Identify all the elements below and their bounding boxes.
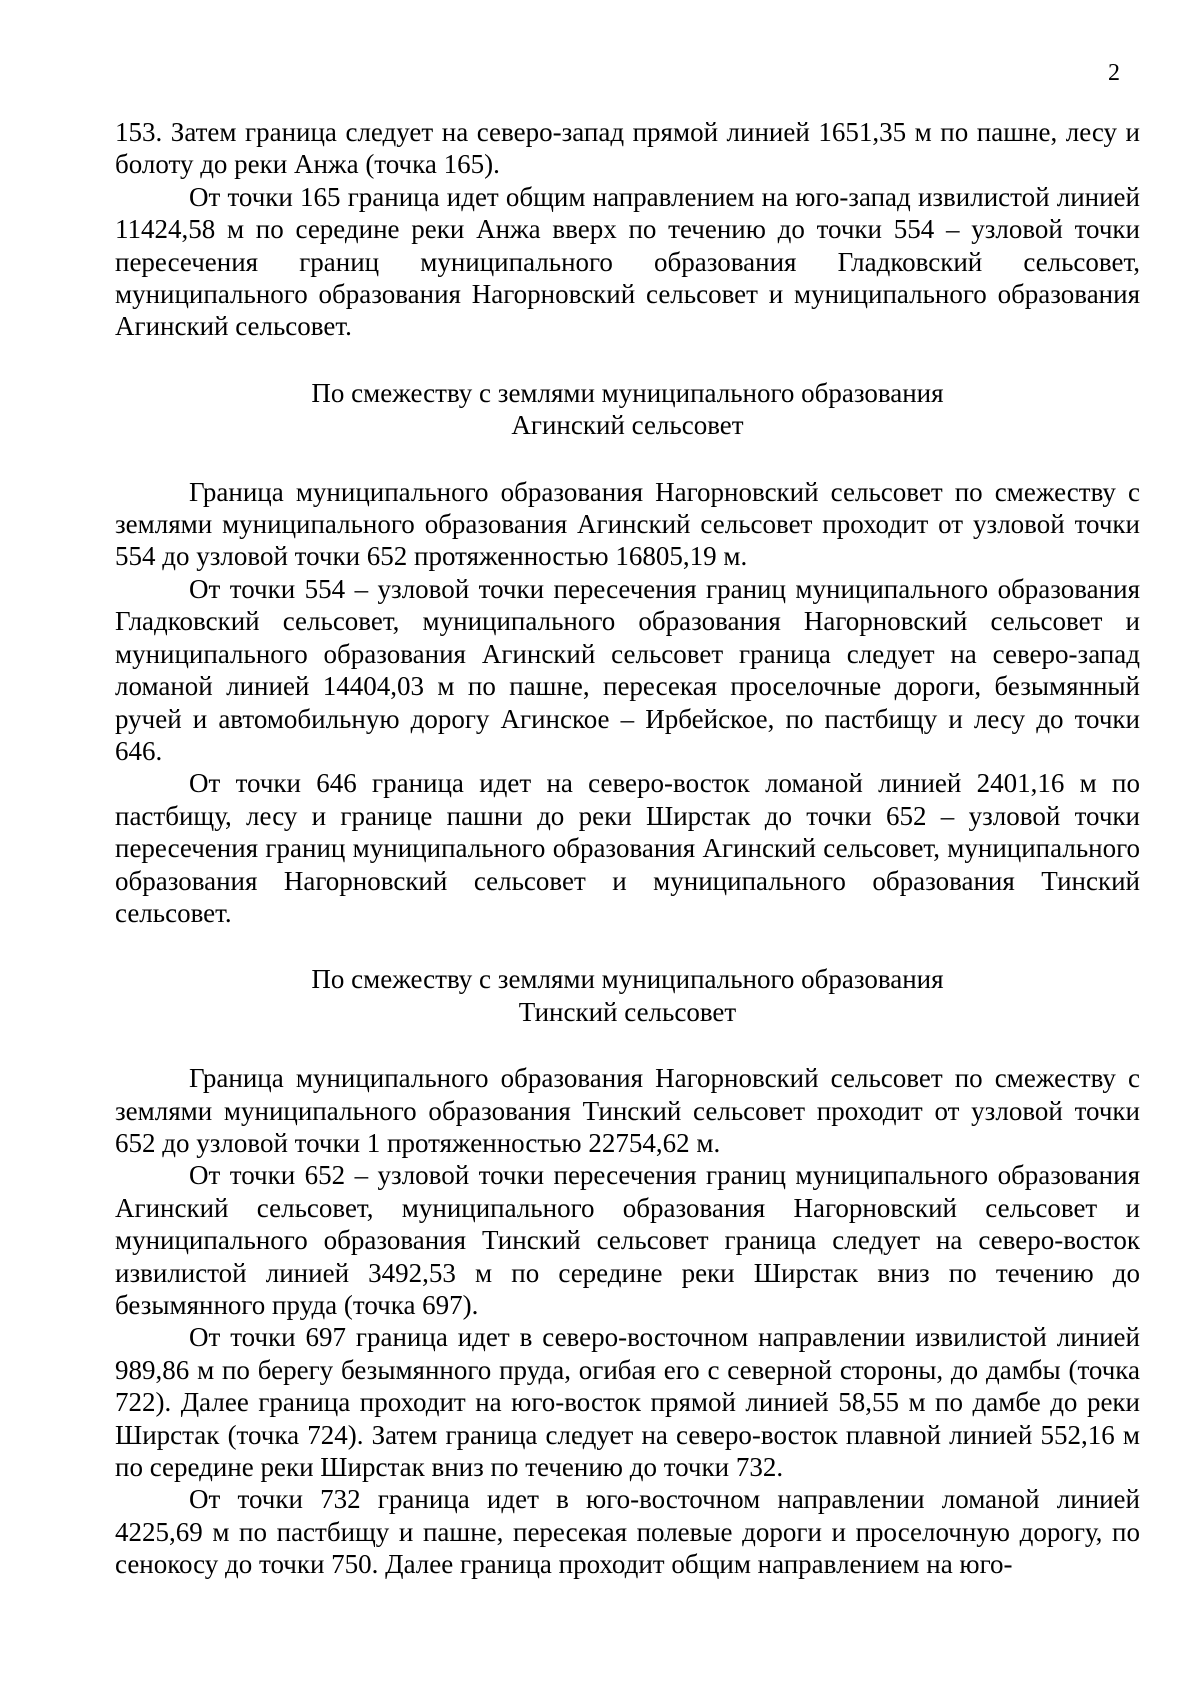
- page-number: 2: [1108, 60, 1120, 86]
- section-heading-agin: [115, 377, 1140, 442]
- section-heading-tin-line1: По смежеству с землями муниципального образования: [311, 964, 944, 995]
- document-body: [115, 116, 1140, 1581]
- paragraph-agin-2: От точки 554 – узловой точки пересечения границ муниципального образования Гладковский сельсовет, муниципального образования Нагорновский сельсовет и муниципального образования Агинский сельсовет граница следует на северо-запад ломаной линией 14404,03 м по пашне, пересекая проселочные дороги, безымянный ручей и автомобильную дорогу Агинское – Ирбейское, по пастбищу и лесу до точки 646.: [115, 573, 1140, 766]
- paragraph-tin-2: От точки 652 – узловой точки пересечения границ муниципального образования Агинский сельсовет, муниципального образования Нагорновский сельсовет и муниципального образования Тинский сельсовет граница следует на северо-восток извилистой линией 3492,53 м по середине реки Ширстак вниз по течению до безымянного пруда (точка 697).: [115, 1160, 1140, 1320]
- paragraph-intro-2: От точки 165 граница идет общим направлением на юго-запад извилистой линией 11424,58 м по середине реки Анжа вверх по течению до точки 554 – узловой точки пересечения границ муниципального образования Гладковский сельсовет, муниципального образования Нагорновский сельсовет и муниципального образования Агинский сельсовет.: [115, 181, 1140, 342]
- paragraph-intro-1: 153. Затем граница следует на северо-запад прямой линией 1651,35 м по пашне, лесу и болоту до реки Анжа (точка 165).: [115, 117, 1140, 180]
- section-heading-tin: [115, 963, 1140, 1028]
- paragraph-agin-1: Граница муниципального образования Нагорновский сельсовет по смежеству с землями муниципального образования Агинский сельсовет проходит от узловой точки 554 до узловой точки 652 протяженностью 16805,19 м.: [115, 476, 1140, 572]
- paragraph-tin-3: От точки 697 граница идет в северо-восточном направлении извилистой линией 989,86 м по берегу безымянного пруда, огибая его с северной стороны, до дамбы (точка 722). Далее граница проходит на юго-восток прямой линией 58,55 м по дамбе до реки Ширстак (точка 724). Затем граница следует на северо-восток плавной линией 552,16 м по середине реки Ширстак вниз по течению до точки 732.: [115, 1322, 1140, 1483]
- section-heading-agin-line2: Агинский сельсовет: [511, 410, 744, 441]
- paragraph-agin-3: От точки 646 граница идет на северо-восток ломаной линией 2401,16 м по пастбищу, лесу и границе пашни до реки Ширстак до точки 652 – узловой точки пересечения границ муниципального образования Агинский сельсовет, муниципального образования Нагорновский сельсовет и муниципального образования Тинский сельсовет.: [115, 768, 1140, 928]
- section-heading-agin-line1: По смежеству с землями муниципального образования: [311, 377, 944, 408]
- paragraph-tin-4: От точки 732 граница идет в юго-восточном направлении ломаной линией 4225,69 м по пастбищу и пашне, пересекая полевые дороги и проселочную дорогу, по сенокосу до точки 750. Далее граница проходит общим направлением на юго-: [115, 1484, 1140, 1580]
- section-heading-tin-line2: Тинский сельсовет: [518, 996, 737, 1027]
- paragraph-tin-1: Граница муниципального образования Нагорновский сельсовет по смежеству с землями муниципального образования Тинский сельсовет проходит от узловой точки 652 до узловой точки 1 протяженностью 22754,62 м.: [115, 1063, 1140, 1158]
